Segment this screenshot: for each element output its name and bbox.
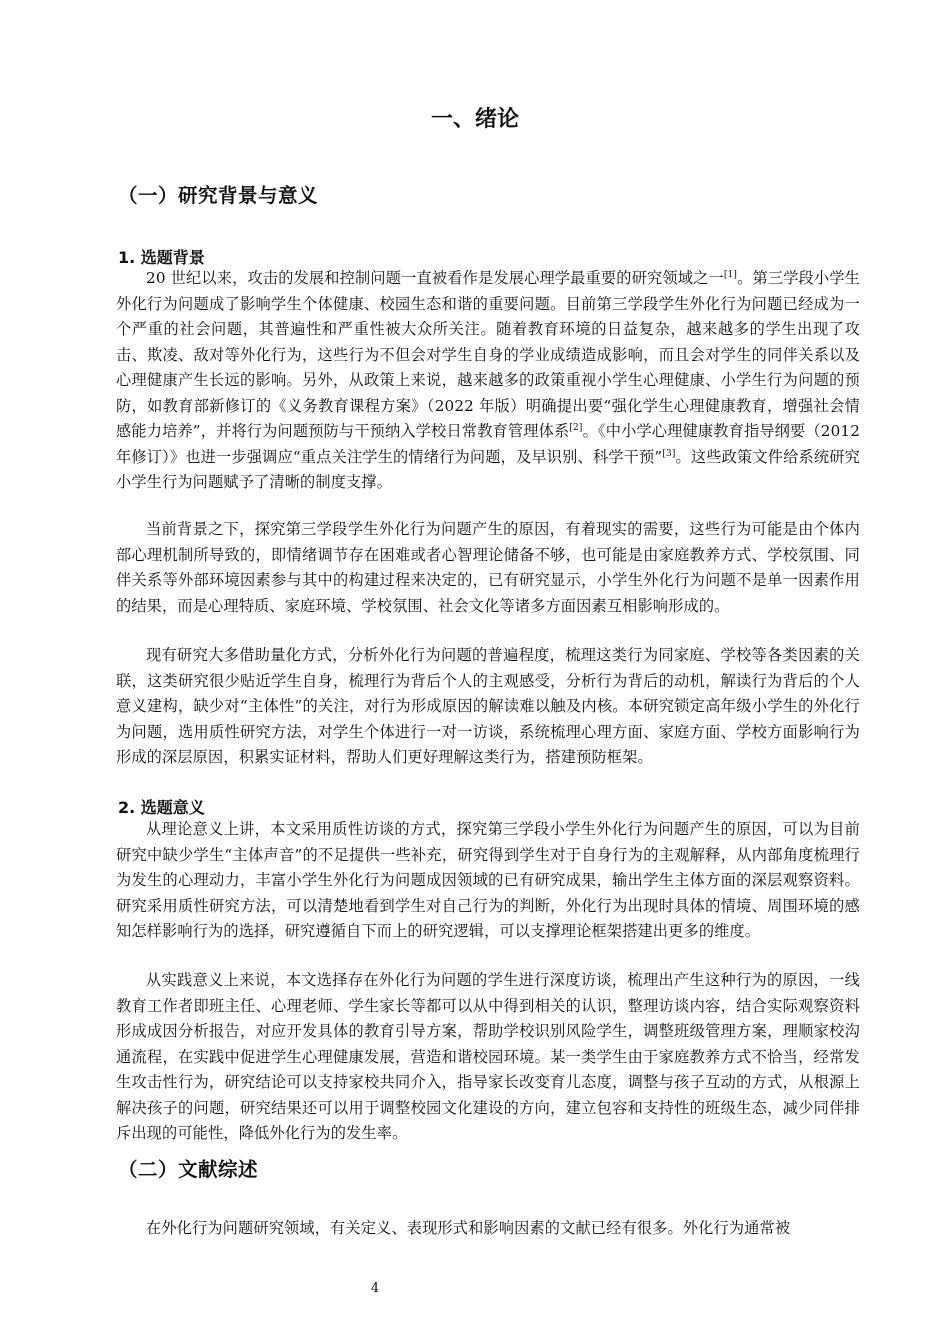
paragraph-background-2: 当前背景之下，探究第三学段学生外化行为问题产生的原因，有着现实的需要，这些行为可能是由个体内部心理机制所导致的，即情绪调节存在困难或者心智理论储备不够，也可能是由家庭教养方式、学校氛围、同伴关系等外部环境因素参与其中的构建过程来决定的，已有研究显示，小学生外化行为问题不是单一因素作用的结果，而是心理特质、家庭环境、学校氛围、社会文化等诸多方面因素互相影响形成的。: [116, 520, 860, 615]
chapter-title: 一、绪论: [430, 107, 519, 132]
subsection-title-topic-significance: 2. 选题意义: [118, 798, 205, 817]
paragraph-text: 。第三学段小学生外化行为问题成了影响学生个体健康、校园生态和谐的重要问题。目前第三学段学生外化行为问题已经成为一个严重的社会问题，其普遍性和严重性被大众所关注。随着教育环境的日益复杂，越来越多的学生出现了攻击、欺凌、敌对等外化行为，这些行为不但会对学生自身的学业成绩造成影响，而且会对学生的同伴关系以及心理健康产生长远的影响。另外，从政策上来说，越来越多的政策重视小学生心理健康、小学生行为问题的预防，如教育部新修订的《义务教育课程方案》（2022 年版）明确提出要“强化学生心理健康教育，增强社会情感能力培养”，并将行为问题预防与干预纳入学校日常教育管理体系: [116, 269, 860, 440]
paragraph-text: 。《中小学心理健康教育指导纲要（2012 年修订）》也进一步强调应“重点关注学生的情绪行为问题，及早识别、科学干预”: [116, 422, 861, 466]
paragraph-text: 20 世纪以来，攻击的发展和控制问题一直被看作是发展心理学最重要的研究领域之一: [146, 269, 724, 287]
citation-ref: [3]: [662, 448, 676, 459]
page-number: 4: [370, 1281, 380, 1296]
subsection-title-topic-background: 1. 选题背景: [118, 248, 205, 267]
paragraph-significance-1: 从理论意义上讲，本文采用质性访谈的方式，探究第三学段小学生外化行为问题产生的原因，可以为目前研究中缺少学生“主体声音”的不足提供一些补充，研究得到学生对于自身行为的主观解释，从内部角度梳理行为发生的心理动力，丰富小学生外化行为问题成因领域的已有研究成果，输出学生主体方面的深层观察资料。研究采用质性研究方法，可以清楚地看到学生对自己行为的判断，外化行为出现时具体的情境、周围环境的感知怎样影响行为的选择，研究遵循自下而上的研究逻辑，可以支撑理论框架搭建出更多的维度。: [116, 820, 860, 940]
citation-ref: [1]: [723, 269, 738, 280]
paragraph-background-1: [116, 266, 860, 496]
paragraph-literature-1: 在外化行为问题研究领域，有关定义、表现形式和影响因素的文献已经有很多。外化行为通常被: [146, 1219, 791, 1237]
section-title-literature-review: （二）文献综述: [118, 1158, 259, 1181]
citation-ref: [2]: [569, 422, 583, 433]
paragraph-background-3: 现有研究大多借助量化方式，分析外化行为问题的普遍程度，梳理这类行为同家庭、学校等各类因素的关联，这类研究很少贴近学生自身，梳理行为背后个人的主观感受，分析行为背后的动机，解读行为背后的个人意义建构，缺少对“主体性”的关注，对行为形成原因的解读难以触及内核。本研究锁定高年级小学生的外化行为问题，选用质性研究方法，对学生个体进行一对一访谈，系统梳理心理方面、家庭方面、学校方面影响行为形成的深层原因，积累实证材料，帮助人们更好理解这类行为，搭建预防框架。: [116, 646, 860, 766]
paragraph-significance-2: 从实践意义上来说，本文选择存在外化行为问题的学生进行深度访谈，梳理出产生这种行为的原因，一线教育工作者即班主任、心理老师、学生家长等都可以从中得到相关的认识，整理访谈内容，结合实际观察资料形成成因分析报告，对应开发具体的教育引导方案，帮助学校识别风险学生，调整班级管理方案，理顺家校沟通流程，在实践中促进学生心理健康发展，营造和谐校园环境。某一类学生由于家庭教养方式不恰当，经常发生攻击性行为，研究结论可以支持家校共同介入，指导家长改变育儿态度，调整与孩子互动的方式，从根源上解决孩子的问题，研究结果还可以用于调整校园文化建设的方向，建立包容和支持性的班级生态，减少同伴排斥出现的可能性，降低外化行为的发生率。: [116, 971, 860, 1142]
paragraph-text: 。这些政策文件给系统研究小学生行为问题赋予了清晰的制度支撑。: [116, 447, 860, 491]
section-title-background: （一）研究背景与意义: [118, 184, 319, 207]
